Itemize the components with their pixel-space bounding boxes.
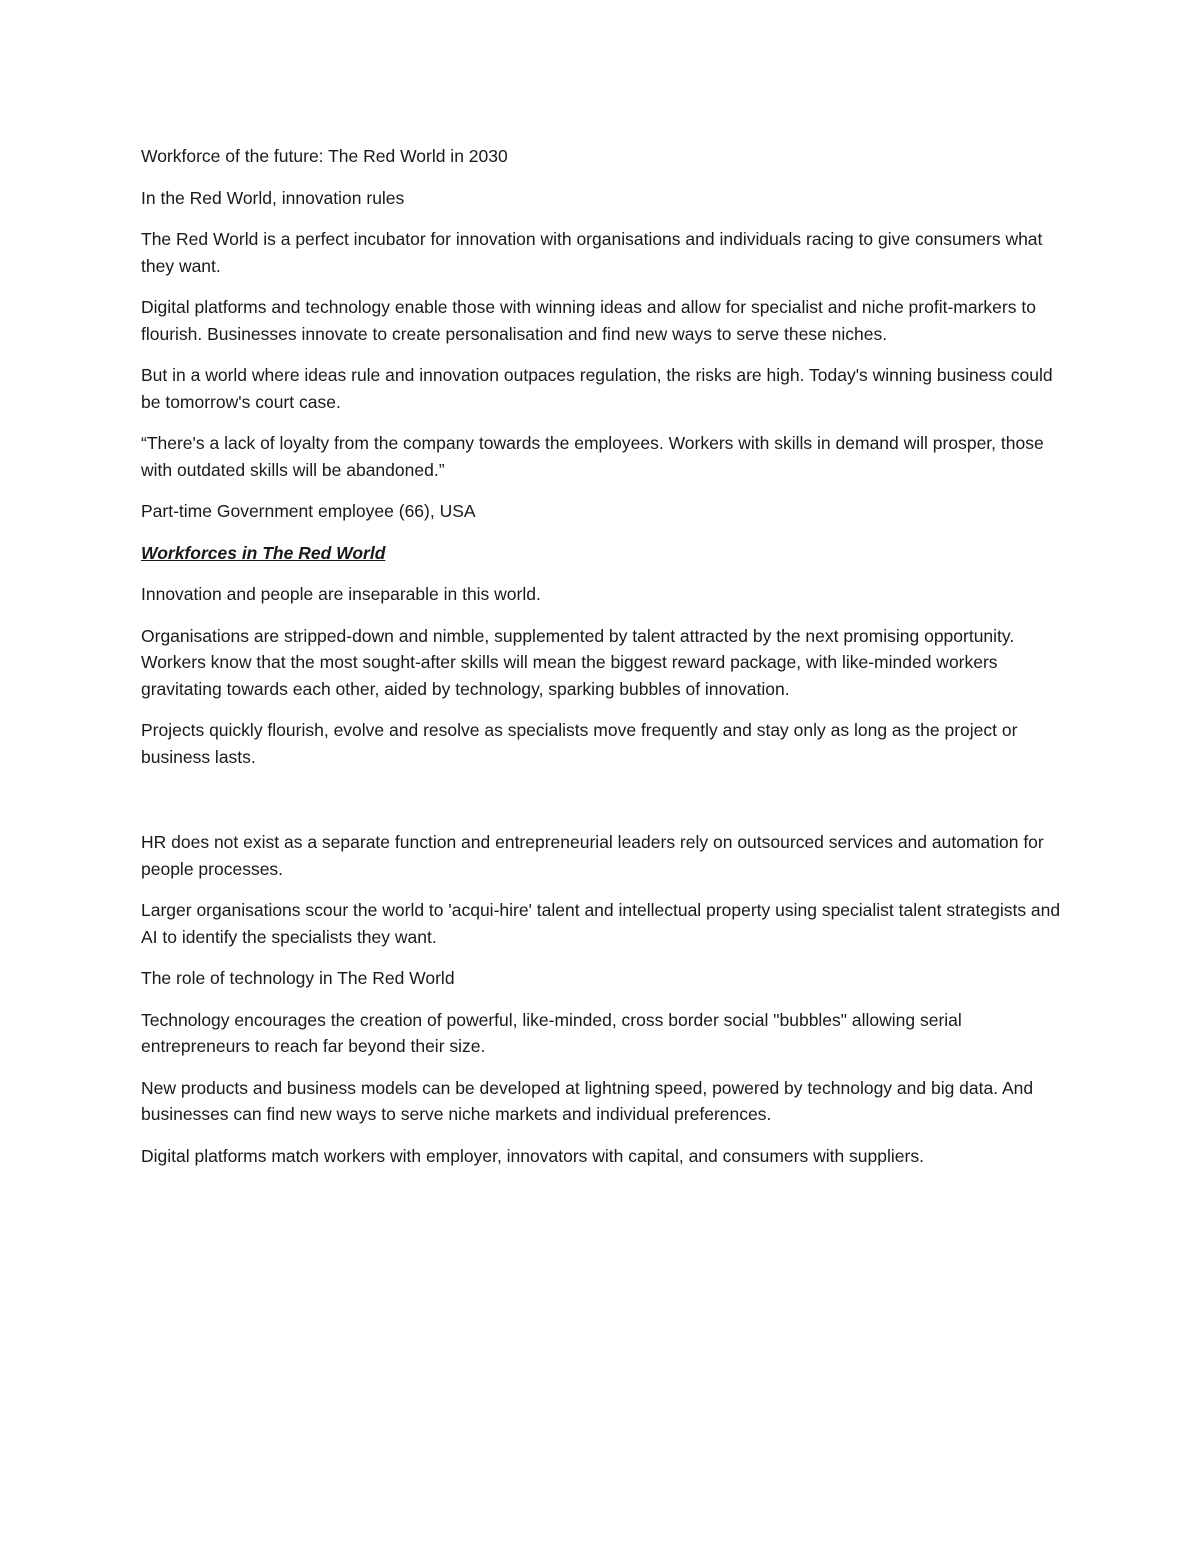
paragraph: Technology encourages the creation of powerful, like-minded, cross border social "bubbles" allowing serial entrepreneurs to reach far beyond their size. <box>141 1009 962 1056</box>
paragraph: Digital platforms and technology enable those with winning ideas and allow for specialist and niche profit-markers to flourish. Businesses innovate to create personalisation and find new ways to serve these niches. <box>141 297 1036 344</box>
subsection-title: The role of technology in The Red World <box>141 968 455 988</box>
paragraph: Innovation and people are inseparable in this world. <box>141 584 541 604</box>
document-title: Workforce of the future: The Red World in 2030 <box>141 146 508 166</box>
document-subtitle: In the Red World, innovation rules <box>141 187 405 208</box>
document-page <box>141 143 1071 1184</box>
paragraph: The Red World is a perfect incubator for innovation with organisations and individuals racing to give consumers what they want. <box>141 229 1043 276</box>
paragraph: Projects quickly flourish, evolve and resolve as specialists move frequently and stay only as long as the project or business lasts. <box>141 720 1018 767</box>
quote: “There's a lack of loyalty from the company towards the employees. Workers with skills in demand will prosper, those with outdated skills will be abandoned.” <box>141 433 1044 480</box>
paragraph: New products and business models can be developed at lightning speed, powered by technology and big data. And businesses can find new ways to serve niche markets and individual preferences. <box>141 1077 1034 1124</box>
paragraph: Larger organisations scour the world to 'acqui-hire' talent and intellectual property using specialist talent strategists and AI to identify the specialists they want. <box>141 900 1061 947</box>
paragraph: HR does not exist as a separate function and entrepreneurial leaders rely on outsourced services and automation for people processes. <box>141 832 1044 879</box>
paragraph: Organisations are stripped-down and nimble, supplemented by talent attracted by the next promising opportunity. Workers know that the most sought-after skills will mean the biggest reward package, with like-minded workers gravitating towards each other, aided by technology, sparking bubbles of innovation. <box>141 625 1015 699</box>
paragraph: Digital platforms match workers with employer, innovators with capital, and consumers with suppliers. <box>141 1145 924 1166</box>
paragraph: But in a world where ideas rule and innovation outpaces regulation, the risks are high. Today's winning business could be tomorrow's court case. <box>141 365 1053 412</box>
quote-attribution: Part-time Government employee (66), USA <box>141 501 476 521</box>
section-heading: Workforces in The Red World <box>141 542 386 563</box>
blank-line <box>141 785 1071 829</box>
